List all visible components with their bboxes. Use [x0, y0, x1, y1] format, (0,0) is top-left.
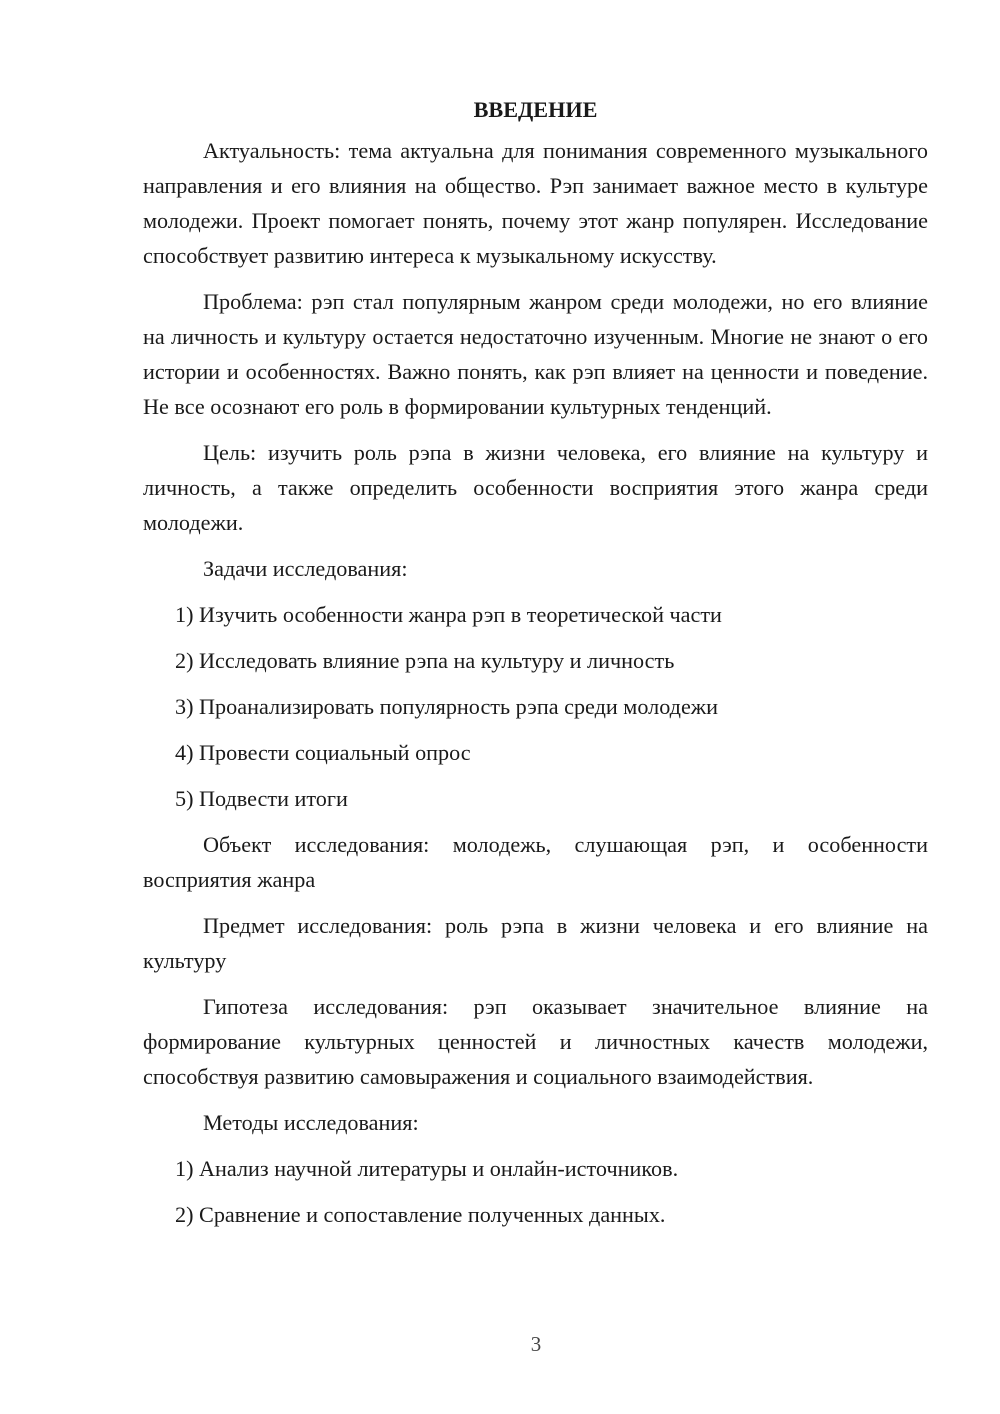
- method-item: 2) Сравнение и сопоставление полученных данных.: [175, 1202, 666, 1227]
- page-number: 3: [530, 1332, 542, 1356]
- section-heading: ВВЕДЕНИЕ: [473, 97, 598, 122]
- task-item: 1) Изучить особенности жанра рэп в теоретической части: [175, 602, 722, 627]
- document-page: [143, 92, 928, 1243]
- task-item: 4) Провести социальный опрос: [175, 740, 471, 765]
- method-item: 1) Анализ научной литературы и онлайн-источников.: [175, 1156, 679, 1181]
- methods-title: Методы исследования:: [203, 1110, 419, 1135]
- tasks-title: Задачи исследования:: [203, 556, 408, 581]
- subject-paragraph: Предмет исследования: роль рэпа в жизни человека и его влияние на культуру: [143, 913, 928, 973]
- goal-paragraph: Цель: изучить роль рэпа в жизни человека, его влияние на культуру и личность, а также определить особенности восприятия этого жанра среди молодежи.: [143, 440, 928, 535]
- task-item: 5) Подвести итоги: [175, 786, 348, 811]
- object-paragraph: Объект исследования: молодежь, слушающая рэп, и особенности восприятия жанра: [143, 832, 928, 892]
- problem-paragraph: Проблема: рэп стал популярным жанром среди молодежи, но его влияние на личность и культуру остается недостаточно изученным. Многие не знают о его истории и особенностях. Важно понять, как рэп влияет на ценности и поведение. Не все осознают его роль в формировании культурных тенденций.: [143, 289, 928, 419]
- relevance-paragraph: Актуальность: тема актуальна для понимания современного музыкального направления и его влияния на общество. Рэп занимает важное место в культуре молодежи. Проект помогает понять, почему этот жанр популярен. Исследование способствует развитию интереса к музыкальному искусству.: [143, 138, 928, 268]
- task-item: 2) Исследовать влияние рэпа на культуру и личность: [175, 648, 675, 673]
- task-item: 3) Проанализировать популярность рэпа среди молодежи: [175, 694, 719, 719]
- hypothesis-paragraph: Гипотеза исследования: рэп оказывает значительное влияние на формирование культурных ценностей и личностных качеств молодежи, способствуя развитию самовыражения и социального взаимодействия.: [143, 994, 928, 1089]
